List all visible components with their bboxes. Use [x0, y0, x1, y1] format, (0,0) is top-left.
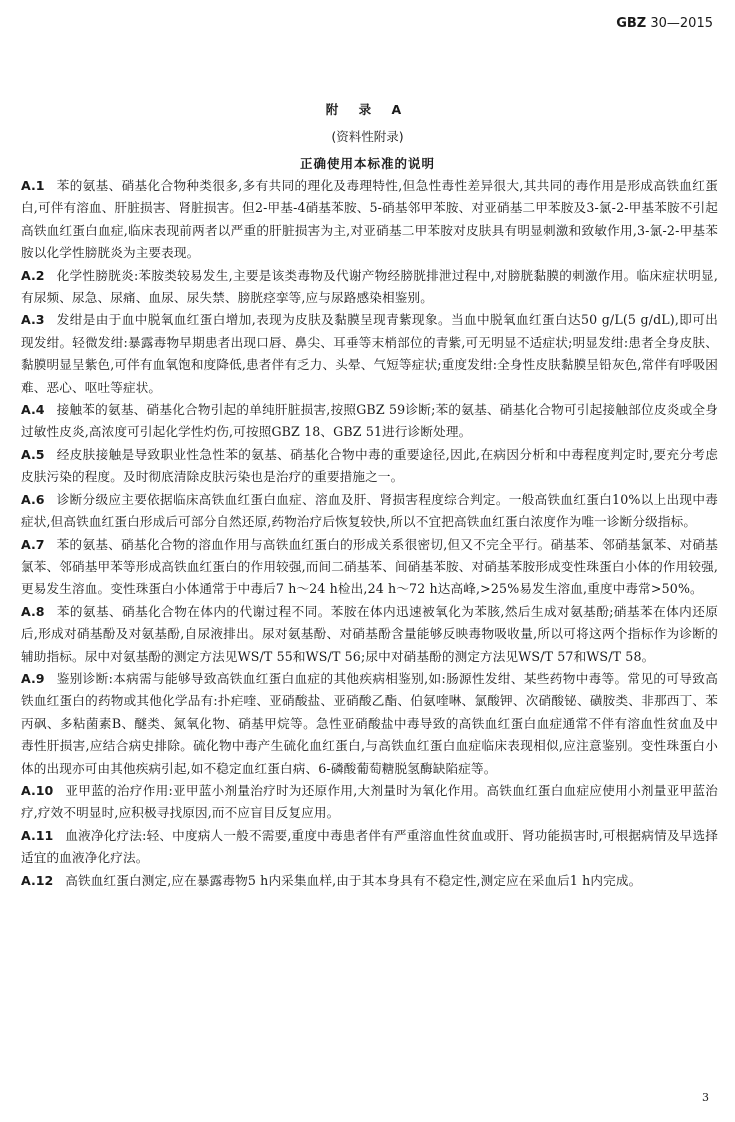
clause-number: A.12 — [21, 872, 54, 888]
clause-text: 化学性膀胱炎:苯胺类较易发生,主要是该类毒物及代谢产物经膀胱排泄过程中,对膀胱黏膜的刺激作用。临床症状明显,有尿频、尿急、尿痛、血尿、尿失禁、膀胱痉挛等,应与尿路感染相鉴别。 — [21, 267, 718, 306]
clause-number: A.6 — [21, 491, 45, 507]
clause-text: 鉴别诊断:本病需与能够导致高铁血红蛋白血症的其他疾病相鉴别,如:肠源性发绀、某些药物中毒等。常见的可导致高铁血红蛋白的药物或其他化学品有:扑疟喹、亚硝酸盐、亚硝酸乙酯、伯氨喹啉、氯酸钾、次硝酸铋、磺胺类、非那西丁、苯丙砜、多粘菌素B、醚类、氮氧化物、硝基甲烷等。急性亚硝酸盐中毒导致的高铁血红蛋白血症通常不伴有溶血性贫血及中毒性肝损害,应结合病史排除。硫化物中毒产生硫化血红蛋白,与高铁血红蛋白血症临床表现相似,应注意鉴别。变性珠蛋白小体的出现亦可由其他疾病引起,如不稳定血红蛋白病、6-磷酸葡萄糖脱氢酶缺陷症等。 — [21, 670, 718, 776]
annex-subtitle: (资料性附录) — [331, 129, 404, 144]
clause-number: A.7 — [21, 536, 45, 552]
page-number: 3 — [702, 1091, 709, 1104]
clause-a5 — [21, 444, 718, 489]
clause-a1 — [21, 175, 718, 265]
clause-a4 — [21, 399, 718, 444]
clause-a11 — [21, 825, 718, 870]
clause-text: 接触苯的氨基、硝基化合物引起的单纯肝脏损害,按照GBZ 59诊断;苯的氨基、硝基化合物可引起接触部位皮炎或全身过敏性皮炎,高浓度可引起化学性灼伤,可按照GBZ 18、GBZ 51进行诊断处理。 — [21, 402, 718, 440]
clause-number: A.2 — [21, 267, 45, 283]
clause-a10 — [21, 780, 718, 825]
annex-heading: 正确使用本标准的说明 — [299, 156, 435, 171]
annex-title: 附 录 A — [325, 102, 410, 117]
clause-number: A.5 — [21, 446, 45, 462]
clause-text: 高铁血红蛋白测定,应在暴露毒物5 h内采集血样,由于其本身具有不稳定性,测定应在采血后1 h内完成。 — [65, 872, 642, 888]
clause-a6 — [21, 489, 718, 534]
clause-number: A.9 — [21, 670, 45, 686]
annex-body — [21, 175, 718, 892]
clause-text: 亚甲蓝的治疗作用:亚甲蓝小剂量治疗时为还原作用,大剂量时为氧化作用。高铁血红蛋白血症应使用小剂量亚甲蓝治疗,疗效不明显时,应积极寻找原因,而不应盲目反复应用。 — [21, 782, 718, 821]
clause-a2 — [21, 265, 718, 310]
clause-number: A.1 — [21, 178, 45, 193]
clause-number: A.10 — [21, 782, 54, 798]
clause-text: 发绀是由于血中脱氧血红蛋白增加,表现为皮肤及黏膜呈现青紫现象。当血中脱氧血红蛋白达50 g/L(5 g/dL),即可出现发绀。轻微发绀:暴露毒物早期患者出现口唇、鼻尖、耳垂等末梢部位的青紫,可无明显不适症状;明显发绀:患者全身皮肤、黏膜明显呈紫色,可伴有血氧饱和度降低,患者伴有乏力、头晕、气短等症状;重度发绀:全身性皮肤黏膜呈铅灰色,常伴有呼吸困难、恶心、呕吐等症状。 — [21, 312, 718, 395]
clause-a12 — [21, 870, 718, 892]
standard-prefix: GBZ — [616, 16, 647, 31]
clause-text: 诊断分级应主要依据临床高铁血红蛋白血症、溶血及肝、肾损害程度综合判定。一般高铁血红蛋白10%以上出现中毒症状,但高铁血红蛋白形成后可部分自然还原,药物治疗后恢复较快,所以不宜把高铁血红蛋白浓度作为唯一诊断分级指标。 — [21, 491, 718, 530]
clause-a9 — [21, 668, 718, 780]
clause-a3 — [21, 309, 718, 399]
clause-text: 苯的氨基、硝基化合物种类很多,多有共同的理化及毒理特性,但急性毒性差异很大,其共同的毒作用是形成高铁血红蛋白,可伴有溶血、肝脏损害、肾脏损害。但2-甲基-4硝基苯胺、5-硝基邻甲苯胺、对亚硝基二甲苯胺及3-氯-2-甲基苯胺不引起高铁血红蛋白血症,临床表现前两者以严重的肝脏损害为主,对亚硝基二甲苯胺对皮肤具有明显刺激和致敏作用,3-氯-2-甲基苯胺以化学性膀胱炎为主要表现。 — [21, 178, 718, 261]
standard-code — [616, 16, 713, 31]
clause-number: A.8 — [21, 603, 45, 619]
clause-text: 经皮肤接触是导致职业性急性苯的氨基、硝基化合物中毒的重要途径,因此,在病因分析和中毒程度判定时,要充分考虑皮肤污染的程度。及时彻底清除皮肤污染也是治疗的重要措施之一。 — [21, 446, 718, 485]
clause-a8 — [21, 601, 718, 668]
clause-text: 血液净化疗法:轻、中度病人一般不需要,重度中毒患者伴有严重溶血性贫血或肝、肾功能损害时,可根据病情及早选择适宜的血液净化疗法。 — [21, 827, 718, 866]
clause-number: A.3 — [21, 312, 45, 328]
standard-number: 30—2015 — [650, 16, 713, 31]
clause-text: 苯的氨基、硝基化合物的溶血作用与高铁血红蛋白的形成关系很密切,但又不完全平行。硝基苯、邻硝基氯苯、对硝基氯苯、邻硝基甲苯等形成高铁血红蛋白的作用较强,而间二硝基苯、间硝基苯胺、对硝基苯胺形成变性珠蛋白小体的作用较强,更易发生溶血。变性珠蛋白小体通常于中毒后7 h～24 h检出,24 h～72 h达高峰,>25%易发生溶血,重度中毒常>50%。 — [21, 536, 718, 597]
clause-text: 苯的氨基、硝基化合物在体内的代谢过程不同。苯胺在体内迅速被氧化为苯胲,然后生成对氨基酚;硝基苯在体内还原后,形成对硝基酚及对氨基酚,自尿液排出。尿对氨基酚、对硝基酚含量能够反映毒物吸收量,所以可将这两个指标作为诊断的辅助指标。尿中对氨基酚的测定方法见WS/T 55和WS/T 56;尿中对硝基酚的测定方法见WS/T 57和WS/T 58。 — [21, 603, 718, 664]
annex-header — [0, 96, 735, 177]
clause-number: A.11 — [21, 827, 54, 843]
clause-a7 — [21, 534, 718, 601]
clause-number: A.4 — [21, 402, 45, 418]
